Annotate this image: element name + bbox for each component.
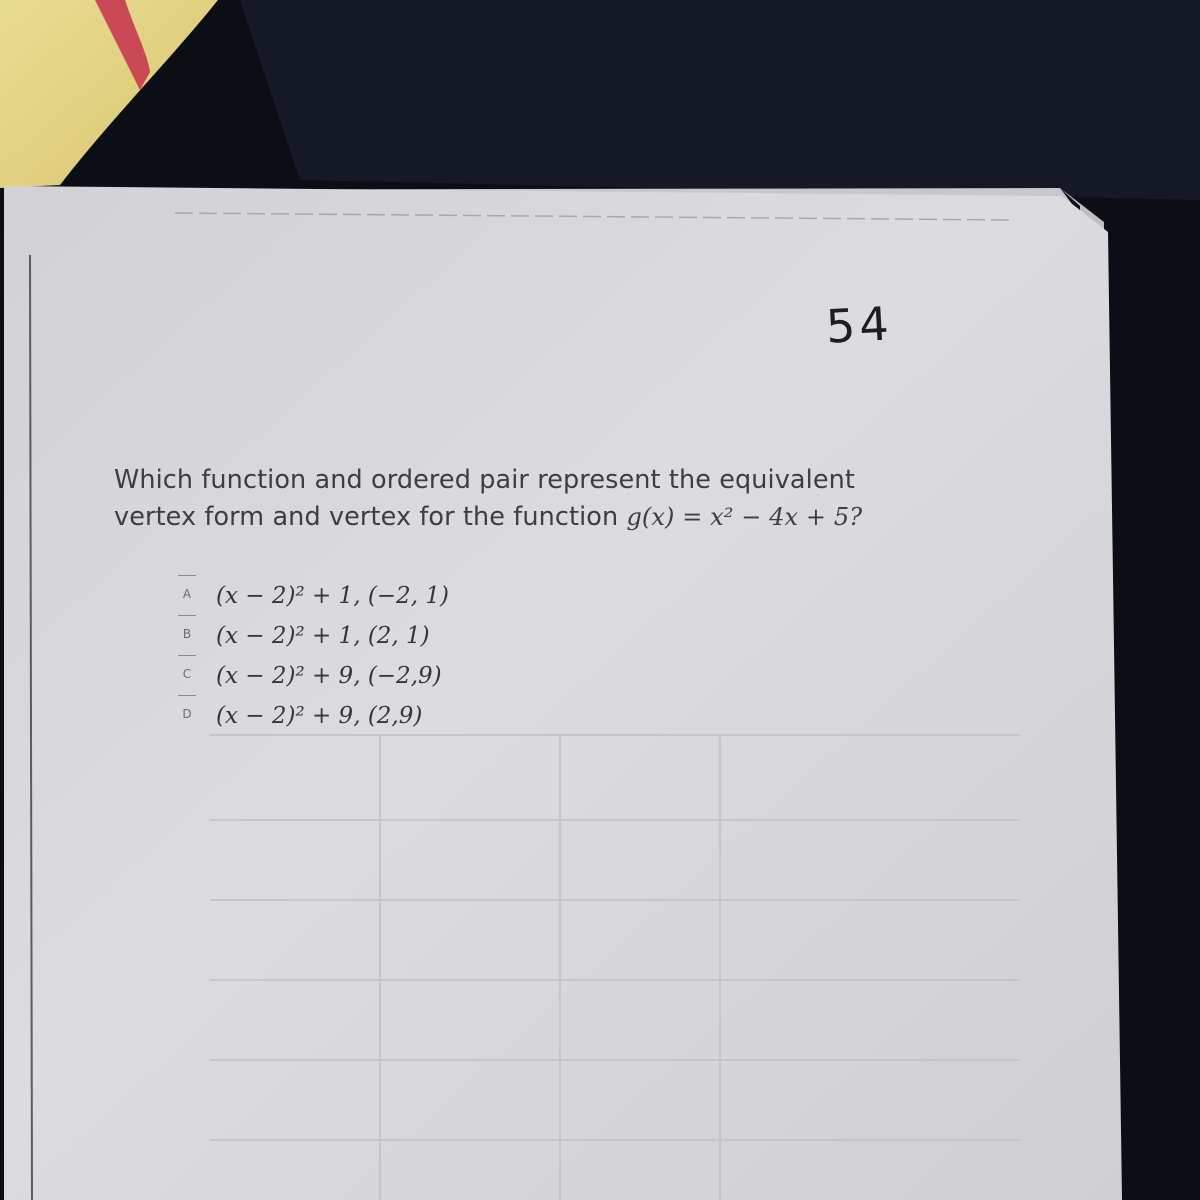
option-letter: B [178,615,196,653]
option-c[interactable] [178,655,449,695]
function-expression: g(x) = x² − 4x + 5? [626,503,863,531]
option-a[interactable] [178,575,449,615]
question-line-1: Which function and ordered pair represent the equivalent [114,465,855,495]
option-letter: A [178,575,196,613]
paper-sheet [4,186,1122,1200]
answer-options [178,575,449,735]
question-line-2 [114,499,994,536]
option-d[interactable] [178,695,449,735]
option-letter: C [178,655,196,693]
option-letter: D [178,695,196,733]
option-text: (x − 2)² + 9, (−2,9) [216,663,442,689]
question-text [114,462,994,536]
handwritten-page-number: 54 [824,296,894,354]
option-b[interactable] [178,615,449,655]
fabric-shadow [240,0,1200,200]
question-line-2-prefix: vertex form and vertex for the function [114,502,627,532]
option-text: (x − 2)² + 1, (−2, 1) [216,583,449,609]
option-text: (x − 2)² + 1, (2, 1) [216,623,430,649]
option-text: (x − 2)² + 9, (2,9) [216,703,423,729]
